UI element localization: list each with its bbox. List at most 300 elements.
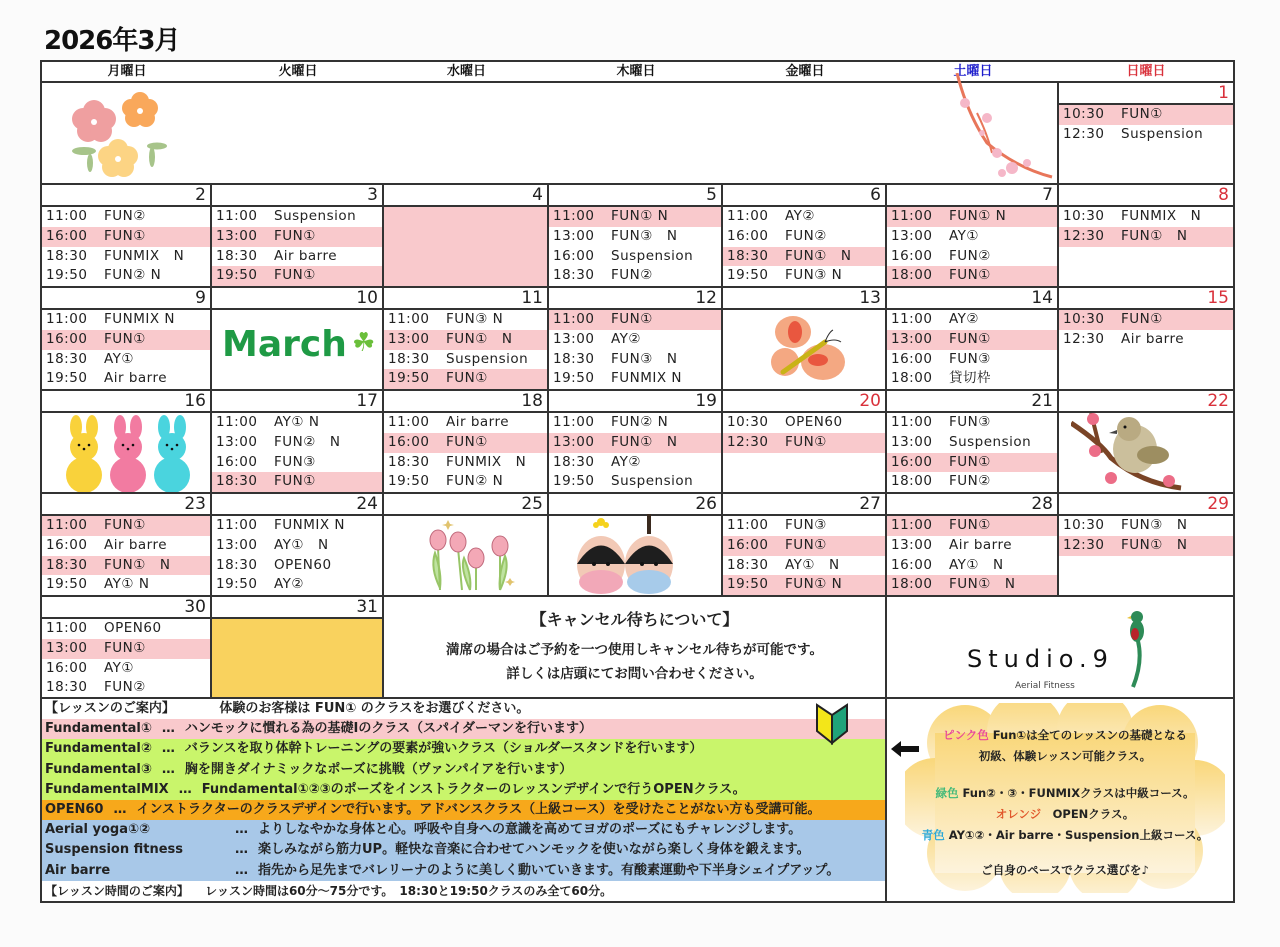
lesson-slot[interactable] (212, 207, 382, 227)
legend-green-text: Fun②・③・FUNMIXクラスは中級コース。 (958, 786, 1195, 800)
lesson-slot[interactable] (42, 310, 210, 330)
bunnies-icon (42, 413, 210, 492)
lesson-time: 16:00 (388, 433, 430, 450)
lesson-time: 13:00 (553, 433, 595, 450)
lesson-class: AY② (785, 208, 816, 224)
day-cell-2[interactable] (42, 185, 212, 286)
lesson-guide (42, 699, 887, 901)
lesson-class: FUN② (949, 247, 991, 264)
lesson-slot[interactable] (42, 639, 210, 659)
lesson-slot[interactable] (384, 472, 547, 492)
lesson-slot[interactable] (887, 453, 1057, 473)
last-week-row (42, 597, 1233, 699)
lesson-slot[interactable] (549, 350, 721, 370)
lesson-slot[interactable] (549, 472, 721, 492)
lesson-time: 19:50 (216, 267, 258, 284)
lesson-list (384, 310, 547, 389)
day-cell-25[interactable] (384, 494, 549, 595)
lesson-slot[interactable] (42, 350, 210, 370)
day-number: 20 (723, 391, 885, 413)
lesson-slot[interactable] (212, 575, 382, 595)
lesson-slot[interactable] (887, 575, 1057, 595)
week-row (42, 288, 1233, 391)
lesson-time: 16:00 (46, 330, 88, 347)
day-cell-14[interactable] (887, 288, 1059, 389)
lesson-time: 18:30 (46, 679, 88, 696)
lesson-slot[interactable] (384, 453, 547, 473)
day-cell-15[interactable] (1059, 288, 1233, 389)
day-number: 31 (212, 597, 382, 619)
lesson-slot[interactable] (549, 330, 721, 350)
lesson-slot[interactable] (723, 247, 885, 267)
lesson-class: Air barre (446, 414, 510, 430)
lesson-slot[interactable] (723, 266, 885, 286)
lesson-slot[interactable] (212, 536, 382, 556)
lesson-class: FUN① N (1121, 536, 1188, 553)
legend-blue-label: 青色 (921, 828, 945, 842)
lesson-time: 13:00 (891, 536, 933, 553)
lesson-list (887, 310, 1057, 389)
lesson-slot[interactable] (42, 575, 210, 595)
day-cell-12[interactable] (549, 288, 723, 389)
lesson-slot[interactable] (887, 330, 1057, 350)
lesson-list (212, 413, 382, 492)
separator: … (161, 721, 175, 737)
lesson-slot[interactable] (212, 227, 382, 247)
day-number: 21 (887, 391, 1057, 413)
lesson-class: Suspension (611, 473, 694, 490)
lesson-time: 10:30 (1063, 208, 1105, 224)
day-cell-23[interactable] (42, 494, 212, 595)
lesson-class: AY① N (274, 414, 320, 430)
day-number: 5 (549, 185, 721, 207)
lesson-time-label: 【レッスン時間のご案内】 (45, 883, 189, 898)
lesson-class: FUN② (104, 679, 146, 696)
day-cell-3[interactable] (212, 185, 384, 286)
day-cell-31[interactable] (212, 597, 384, 697)
lesson-class: FUN① (104, 517, 146, 533)
day-number: 15 (1059, 288, 1233, 310)
legend-orange-text: OPENクラス。 (1041, 807, 1135, 821)
lesson-class: Air barre (274, 247, 338, 264)
day-number: 10 (212, 288, 382, 310)
lesson-slot[interactable] (1059, 516, 1233, 536)
day-cell-26[interactable] (549, 494, 723, 595)
lesson-class: OPEN60 (104, 620, 162, 636)
pre-month-area (42, 83, 1059, 183)
day-cell-4[interactable] (384, 185, 549, 286)
lesson-slot[interactable] (384, 413, 547, 433)
lesson-time: 11:00 (388, 311, 430, 327)
day-cell-22[interactable] (1059, 391, 1233, 492)
lesson-slot[interactable] (723, 516, 885, 536)
lesson-slot[interactable] (212, 266, 382, 286)
lesson-class: FUN① (949, 517, 991, 533)
lesson-description: Fundamental①②③のポーズをインストラクターのレッスンデザインで行うOPENクラス。 (201, 781, 746, 797)
separator: … (113, 801, 127, 817)
lesson-class: FUN① N (611, 433, 678, 450)
lesson-slot[interactable] (384, 330, 547, 350)
lesson-class: FUN② N (611, 414, 669, 430)
lesson-slot[interactable] (723, 433, 885, 453)
lesson-list (723, 413, 885, 492)
lesson-time: 13:00 (216, 433, 258, 450)
lesson-slot[interactable] (212, 413, 382, 433)
lesson-slot[interactable] (887, 472, 1057, 492)
day-number: 30 (42, 597, 210, 619)
lesson-time: 13:00 (553, 330, 595, 347)
lesson-class: FUN① (446, 433, 488, 450)
lesson-list (42, 310, 210, 389)
week-row (42, 83, 1233, 185)
lesson-slot[interactable] (212, 516, 382, 536)
lesson-slot[interactable] (887, 516, 1057, 536)
lesson-slot[interactable] (549, 247, 721, 267)
weekday-5: 土曜日 (953, 64, 993, 79)
lesson-time: 16:00 (46, 227, 88, 244)
lesson-slot[interactable] (42, 207, 210, 227)
lesson-class: FUN① N (1121, 227, 1188, 244)
lesson-class: AY② (274, 576, 305, 593)
lesson-slot[interactable] (212, 472, 382, 492)
lesson-slot[interactable] (42, 369, 210, 389)
lesson-slot[interactable] (887, 207, 1057, 227)
lesson-time-info (42, 881, 885, 901)
lesson-list (1059, 207, 1233, 286)
day-cell-11[interactable] (384, 288, 549, 389)
weekday-3: 木曜日 (616, 64, 656, 79)
lesson-slot[interactable] (887, 413, 1057, 433)
lesson-time: 18:00 (891, 267, 933, 284)
color-legend-text (905, 725, 1225, 881)
lesson-slot[interactable] (1059, 330, 1233, 350)
day-number: 28 (887, 494, 1057, 516)
lesson-class: FUN① (1121, 106, 1163, 122)
lesson-slot[interactable] (723, 227, 885, 247)
lesson-class: Air barre (104, 370, 168, 387)
day-number: 1 (1059, 83, 1233, 105)
lesson-description: インストラクターのクラスデザインで行います。アドバンスクラス（上級コース）を受けたことがない方も受講可能。 (136, 801, 821, 817)
lesson-slot[interactable] (384, 350, 547, 370)
lesson-time: 16:00 (727, 227, 769, 244)
lesson-slot[interactable] (212, 247, 382, 267)
lesson-class: FUNMIX N (104, 311, 176, 327)
lesson-class: FUNMIX N (1121, 208, 1202, 224)
lesson-slot[interactable] (1059, 207, 1233, 227)
lesson-class: FUN③ (949, 414, 991, 430)
lesson-class: FUN③ N (611, 350, 678, 367)
lesson-time: 18:00 (891, 473, 933, 490)
lesson-class: FUN① N (104, 556, 171, 573)
studio-tagline: Aerial Fitness (1015, 681, 1075, 691)
lesson-time: 11:00 (216, 517, 258, 533)
lesson-class: FUN② (104, 208, 146, 224)
day-cell-30[interactable] (42, 597, 212, 697)
lesson-slot[interactable] (887, 266, 1057, 286)
lesson-list (42, 207, 210, 286)
lesson-list (549, 413, 721, 492)
lesson-slot[interactable] (1059, 227, 1233, 247)
lesson-slot[interactable] (549, 310, 721, 330)
lesson-name: OPEN60 (45, 801, 104, 817)
lesson-slot[interactable] (549, 413, 721, 433)
lesson-slot[interactable] (549, 369, 721, 389)
lesson-slot[interactable] (212, 433, 382, 453)
lesson-slot[interactable] (42, 659, 210, 679)
lesson-guide-item (42, 800, 885, 820)
legend-pink-label: ピンク色 (942, 728, 989, 742)
day-cell-19[interactable] (549, 391, 723, 492)
cancel-notice (384, 597, 887, 697)
lesson-class: OPEN60 (785, 414, 843, 430)
lesson-slot[interactable] (549, 266, 721, 286)
lesson-slot[interactable] (1059, 125, 1233, 145)
lesson-guide-item (42, 840, 885, 860)
lesson-list (212, 516, 382, 595)
lesson-slot[interactable] (1059, 105, 1233, 125)
lesson-name: Suspension fitness (45, 842, 184, 858)
hina-dolls-icon (549, 516, 721, 595)
lesson-time: 18:30 (216, 247, 258, 264)
day-cell-24[interactable] (212, 494, 384, 595)
lesson-slot[interactable] (887, 227, 1057, 247)
lesson-class: FUN① N (446, 330, 513, 347)
lesson-list (1059, 105, 1233, 183)
lesson-list (212, 207, 382, 286)
lesson-time: 16:00 (727, 536, 769, 553)
day-number: 17 (212, 391, 382, 413)
tulips-icon (384, 516, 547, 595)
lesson-class: FUN① (274, 267, 316, 284)
lesson-name: Air barre (45, 862, 111, 878)
lesson-slot[interactable] (723, 536, 885, 556)
lesson-time: 12:30 (1063, 330, 1105, 347)
lesson-class: FUN① (274, 227, 316, 244)
day-cell-8[interactable] (1059, 185, 1233, 286)
day-cell-28[interactable] (887, 494, 1059, 595)
lesson-time: 13:00 (891, 227, 933, 244)
lesson-class: FUN② N (104, 267, 162, 284)
legend-blue-text: AY①②・Air barre・Suspension上級コース。 (944, 828, 1209, 842)
lesson-name: Fundamental① (45, 721, 152, 737)
lesson-time: 11:00 (216, 208, 258, 224)
day-number: 6 (723, 185, 885, 207)
lesson-slot[interactable] (212, 453, 382, 473)
day-cell-13[interactable] (723, 288, 887, 389)
day-cell-10[interactable] (212, 288, 384, 389)
day-cell-7[interactable] (887, 185, 1059, 286)
lesson-time: 18:30 (46, 556, 88, 573)
studio-logo-area (887, 597, 1233, 697)
lesson-list (723, 207, 885, 286)
lesson-time: 19:50 (46, 267, 88, 284)
lesson-class: Suspension (446, 350, 529, 367)
lesson-list (1059, 516, 1233, 595)
lesson-class: FUN② (611, 267, 653, 284)
lesson-time: 11:00 (891, 208, 933, 224)
day-cell-27[interactable] (723, 494, 887, 595)
lesson-class: FUN③ N (611, 227, 678, 244)
lesson-list (1059, 310, 1233, 389)
color-legend-cloud (905, 703, 1225, 893)
lesson-class: FUN③ N (1121, 517, 1188, 533)
lesson-class: Air barre (1121, 330, 1185, 347)
lesson-time: 11:00 (46, 208, 88, 224)
lesson-time: 13:00 (216, 227, 258, 244)
day-cell-29[interactable] (1059, 494, 1233, 595)
lesson-slot[interactable] (42, 536, 210, 556)
lesson-slot[interactable] (549, 453, 721, 473)
legend-green-label: 緑色 (935, 786, 959, 800)
lesson-name: Aerial yoga①② (45, 822, 150, 838)
lesson-guide-item (42, 719, 885, 739)
bush-warbler-icon (1059, 413, 1233, 492)
lesson-slot[interactable] (549, 227, 721, 247)
lesson-time: 11:00 (46, 517, 88, 533)
day-cell-18[interactable] (384, 391, 549, 492)
lesson-slot[interactable] (887, 247, 1057, 267)
lesson-slot[interactable] (887, 310, 1057, 330)
lesson-time: 12:30 (727, 433, 769, 450)
day-number: 7 (887, 185, 1057, 207)
lesson-time: 11:00 (891, 414, 933, 430)
lesson-time: 19:50 (727, 576, 769, 593)
lesson-guide-trial-note: 体験のお客様は FUN① のクラスをお選びください。 (219, 701, 530, 716)
lesson-name: Fundamental③ (45, 761, 152, 777)
lesson-slot[interactable] (1059, 536, 1233, 556)
lesson-time: 16:00 (46, 536, 88, 553)
lesson-slot[interactable] (384, 433, 547, 453)
lesson-time: 12:30 (1063, 125, 1105, 142)
lesson-time: 11:00 (388, 414, 430, 430)
lesson-description: 胸を開きダイナミックなポーズに挑戦（ヴァンパイアを行います） (184, 761, 573, 777)
lesson-list (887, 413, 1057, 492)
lesson-time: 18:30 (46, 350, 88, 367)
week-row (42, 391, 1233, 494)
lesson-slot[interactable] (42, 247, 210, 267)
day-cell-21[interactable] (887, 391, 1059, 492)
separator: … (161, 761, 175, 777)
lesson-time: 16:00 (891, 556, 933, 573)
lesson-guide-item (42, 760, 885, 780)
lesson-list (549, 310, 721, 389)
legend-closing: ご自身のペースでクラス選びを♪ (981, 863, 1149, 877)
lesson-class: FUN① (104, 330, 146, 347)
day-cell-1[interactable] (1059, 83, 1233, 183)
day-number: 11 (384, 288, 547, 310)
lesson-slot[interactable] (42, 678, 210, 697)
legend-orange-label: オレンジ (995, 807, 1042, 821)
page-title: 2026年3月 (44, 26, 180, 56)
lesson-time: 16:00 (46, 659, 88, 676)
lesson-slot[interactable] (887, 350, 1057, 370)
lesson-slot[interactable] (723, 556, 885, 576)
lesson-time: 18:30 (727, 556, 769, 573)
lesson-description: バランスを取り体幹トレーニングの要素が強いクラス（ショルダースタンドを行います） (184, 741, 703, 757)
cancel-notice-line2: 詳しくは店頭にてお問い合わせください。 (506, 666, 763, 682)
lesson-guide-label: 【レッスンのご案内】 (45, 701, 175, 716)
lesson-slot[interactable] (42, 266, 210, 286)
lesson-guide-item (42, 739, 885, 759)
lesson-slot[interactable] (42, 619, 210, 639)
day-cell-6[interactable] (723, 185, 887, 286)
lesson-slot[interactable] (723, 207, 885, 227)
lesson-slot[interactable] (1059, 310, 1233, 330)
lesson-slot[interactable] (887, 556, 1057, 576)
lesson-time: 19:50 (388, 473, 430, 490)
lesson-time: 13:00 (891, 330, 933, 347)
day-cell-16[interactable] (42, 391, 212, 492)
lesson-class: AY① N (949, 556, 1004, 573)
lesson-class: Air barre (104, 536, 168, 553)
lesson-class: AY② (611, 453, 642, 470)
lesson-class: FUNMIX N (274, 517, 346, 533)
lesson-class: FUN③ N (446, 311, 504, 327)
lesson-class: FUN① N (949, 576, 1016, 593)
day-number: 8 (1059, 185, 1233, 207)
lesson-slot[interactable] (384, 369, 547, 389)
lesson-time: 11:00 (727, 208, 769, 224)
lesson-slot[interactable] (42, 556, 210, 576)
lesson-slot[interactable] (887, 369, 1057, 389)
lesson-class: FUN① N (785, 576, 843, 593)
lesson-time: 18:30 (727, 247, 769, 264)
lesson-slot[interactable] (42, 330, 210, 350)
separator: … (161, 741, 175, 757)
lesson-slot[interactable] (887, 433, 1057, 453)
lesson-time: 13:00 (553, 227, 595, 244)
lesson-time: 13:00 (388, 330, 430, 347)
day-number: 16 (42, 391, 210, 413)
lesson-time: 19:50 (388, 370, 430, 387)
lesson-slot[interactable] (549, 433, 721, 453)
day-cell-20[interactable] (723, 391, 887, 492)
lesson-time: 18:30 (216, 556, 258, 573)
day-cell-17[interactable] (212, 391, 384, 492)
lesson-name: FundamentalMIX (45, 781, 169, 797)
day-cell-5[interactable] (549, 185, 723, 286)
weekday-1: 火曜日 (278, 64, 318, 79)
separator: … (235, 842, 248, 858)
lesson-time-text: レッスン時間は60分～75分です。 18:30と19:50クラスのみ全て60分。 (205, 883, 613, 898)
lesson-slot[interactable] (42, 516, 210, 536)
lesson-slot[interactable] (212, 556, 382, 576)
lesson-slot[interactable] (42, 227, 210, 247)
lesson-class: Air barre (949, 536, 1013, 553)
lesson-time: 18:30 (553, 453, 595, 470)
lesson-class: FUN① (446, 370, 488, 387)
lesson-time: 11:00 (727, 517, 769, 533)
lesson-list (42, 619, 210, 697)
lesson-slot[interactable] (887, 536, 1057, 556)
lesson-class: FUN③ (785, 517, 827, 533)
separator: … (235, 862, 248, 878)
weekday-4: 金曜日 (785, 64, 825, 79)
lesson-time: 11:00 (891, 311, 933, 327)
studio-name: Studio.9 (967, 645, 1114, 673)
lesson-slot[interactable] (549, 207, 721, 227)
day-cell-9[interactable] (42, 288, 212, 389)
lesson-slot[interactable] (723, 413, 885, 433)
lesson-class: FUN② (949, 473, 991, 490)
lesson-time: 11:00 (553, 311, 595, 327)
lesson-slot[interactable] (384, 310, 547, 330)
lesson-time: 13:00 (216, 536, 258, 553)
lesson-slot[interactable] (723, 575, 885, 595)
lesson-class: FUN① (785, 536, 827, 553)
lesson-list (549, 207, 721, 286)
beginner-mark-icon (815, 701, 849, 745)
